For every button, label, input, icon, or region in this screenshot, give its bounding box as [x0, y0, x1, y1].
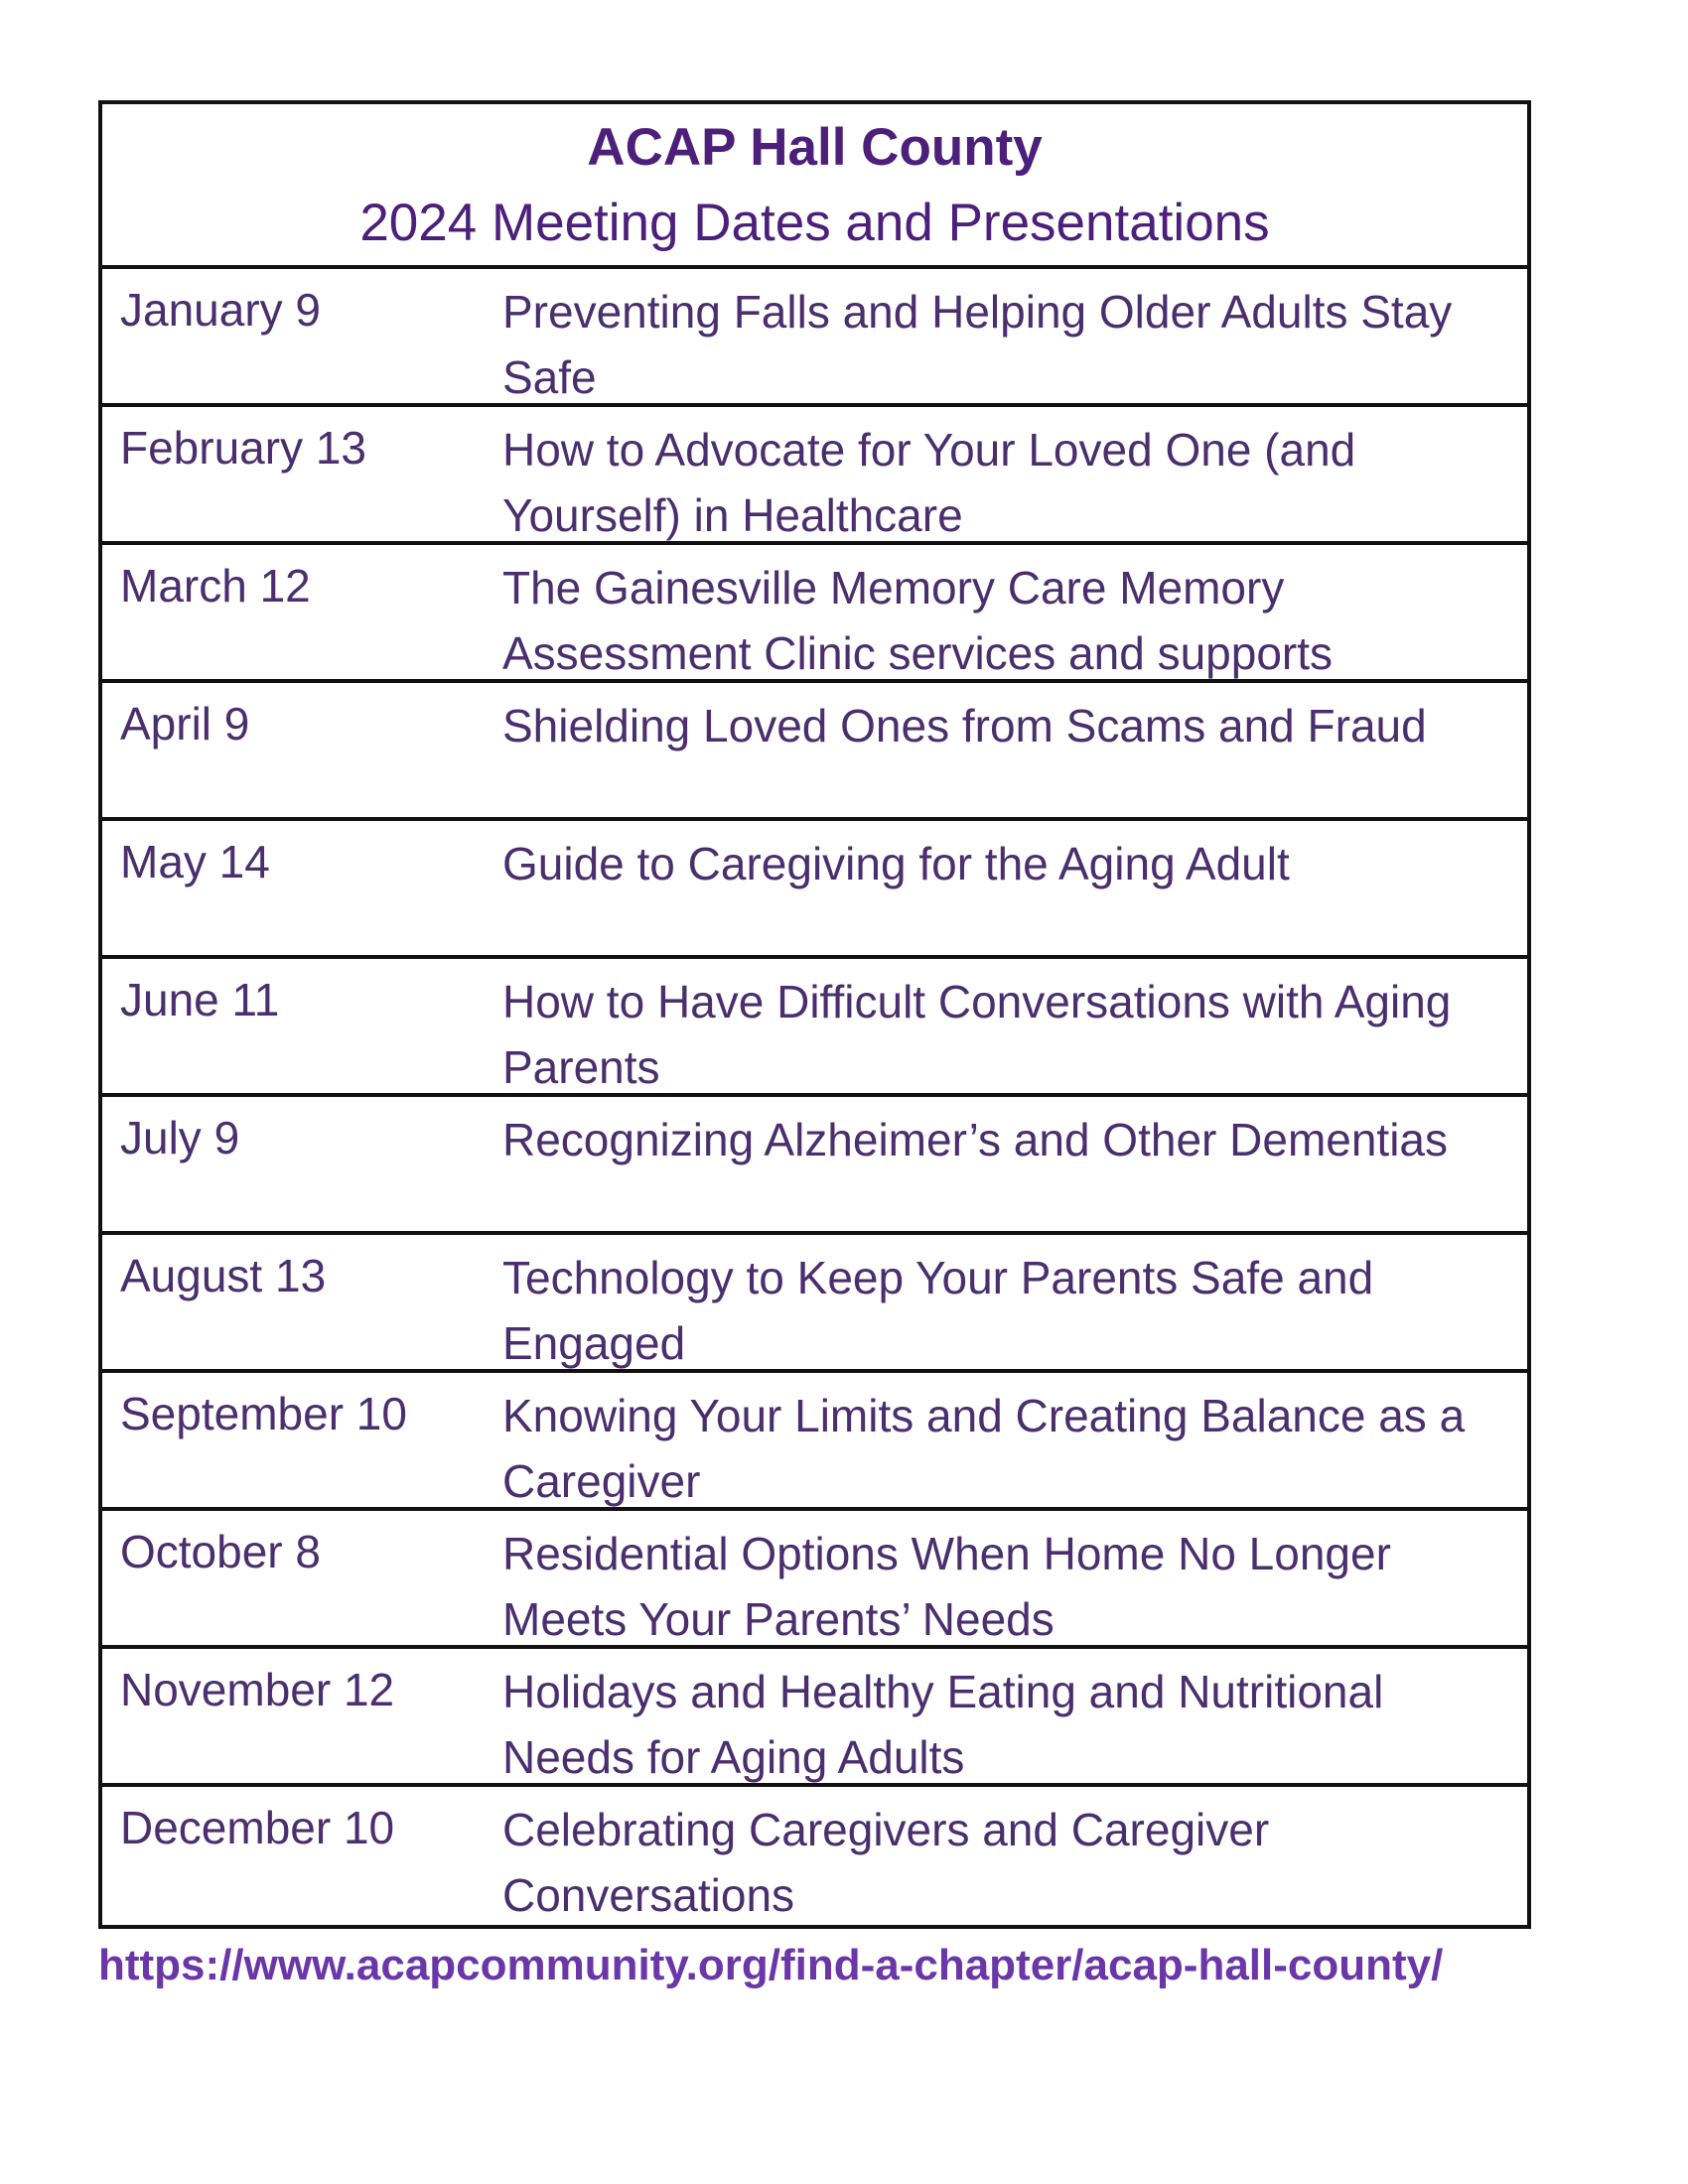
meeting-topic: Recognizing Alzheimer’s and Other Dementias: [502, 1114, 1449, 1165]
schedule-subtitle: 2024 Meeting Dates and Presentations: [359, 194, 1270, 252]
meeting-date: May 14: [120, 836, 270, 887]
meeting-topic: Celebrating Caregivers and Caregiver Conversations: [502, 1804, 1270, 1921]
meeting-date: January 9: [120, 284, 322, 336]
meeting-date: August 13: [120, 1250, 327, 1301]
meeting-topic: The Gainesville Memory Care Memory Assessment Clinic services and supports: [502, 562, 1333, 679]
meeting-date: February 13: [120, 422, 367, 474]
meeting-row-june: [102, 959, 1527, 1097]
meeting-date: December 10: [120, 1802, 395, 1853]
meeting-row-august: [102, 1235, 1527, 1373]
meeting-row-march: [102, 545, 1527, 683]
meeting-date: March 12: [120, 560, 311, 612]
meeting-date: November 12: [120, 1664, 395, 1715]
meeting-row-april: [102, 683, 1527, 821]
meeting-date: September 10: [120, 1388, 407, 1439]
meeting-date: April 9: [120, 698, 250, 750]
meeting-row-september: [102, 1373, 1527, 1511]
meeting-schedule-table: [98, 100, 1531, 1929]
meeting-topic: Holidays and Healthy Eating and Nutritional Needs for Aging Adults: [502, 1666, 1384, 1783]
chapter-url-link[interactable]: https://www.acapcommunity.org/find-a-chapter/acap-hall-county/: [98, 1941, 1444, 1989]
meeting-topic: Residential Options When Home No Longer Meets Your Parents’ Needs: [502, 1528, 1391, 1645]
schedule-header: [102, 104, 1527, 269]
meeting-date: October 8: [120, 1526, 321, 1577]
meeting-topic: Guide to Caregiving for the Aging Adult: [502, 838, 1290, 889]
schedule-title: ACAP Hall County: [587, 118, 1043, 177]
meeting-row-february: [102, 407, 1527, 545]
meeting-topic: Shielding Loved Ones from Scams and Fraud: [502, 700, 1427, 751]
meeting-topic: How to Have Difficult Conversations with Aging Parents: [502, 976, 1452, 1093]
meeting-topic: Technology to Keep Your Parents Safe and Engaged: [502, 1252, 1374, 1369]
meeting-row-october: [102, 1511, 1527, 1649]
meeting-row-may: [102, 821, 1527, 959]
meeting-topic: Preventing Falls and Helping Older Adults Stay Safe: [502, 286, 1453, 403]
meeting-date: July 9: [120, 1112, 240, 1163]
meeting-row-july: [102, 1097, 1527, 1235]
meeting-row-november: [102, 1649, 1527, 1787]
meeting-row-january: [102, 269, 1527, 407]
meeting-topic: How to Advocate for Your Loved One (and Yourself) in Healthcare: [502, 424, 1356, 541]
meeting-date: June 11: [120, 974, 280, 1025]
meeting-row-december: [102, 1787, 1527, 1925]
meeting-topic: Knowing Your Limits and Creating Balance as a Caregiver: [502, 1390, 1466, 1507]
